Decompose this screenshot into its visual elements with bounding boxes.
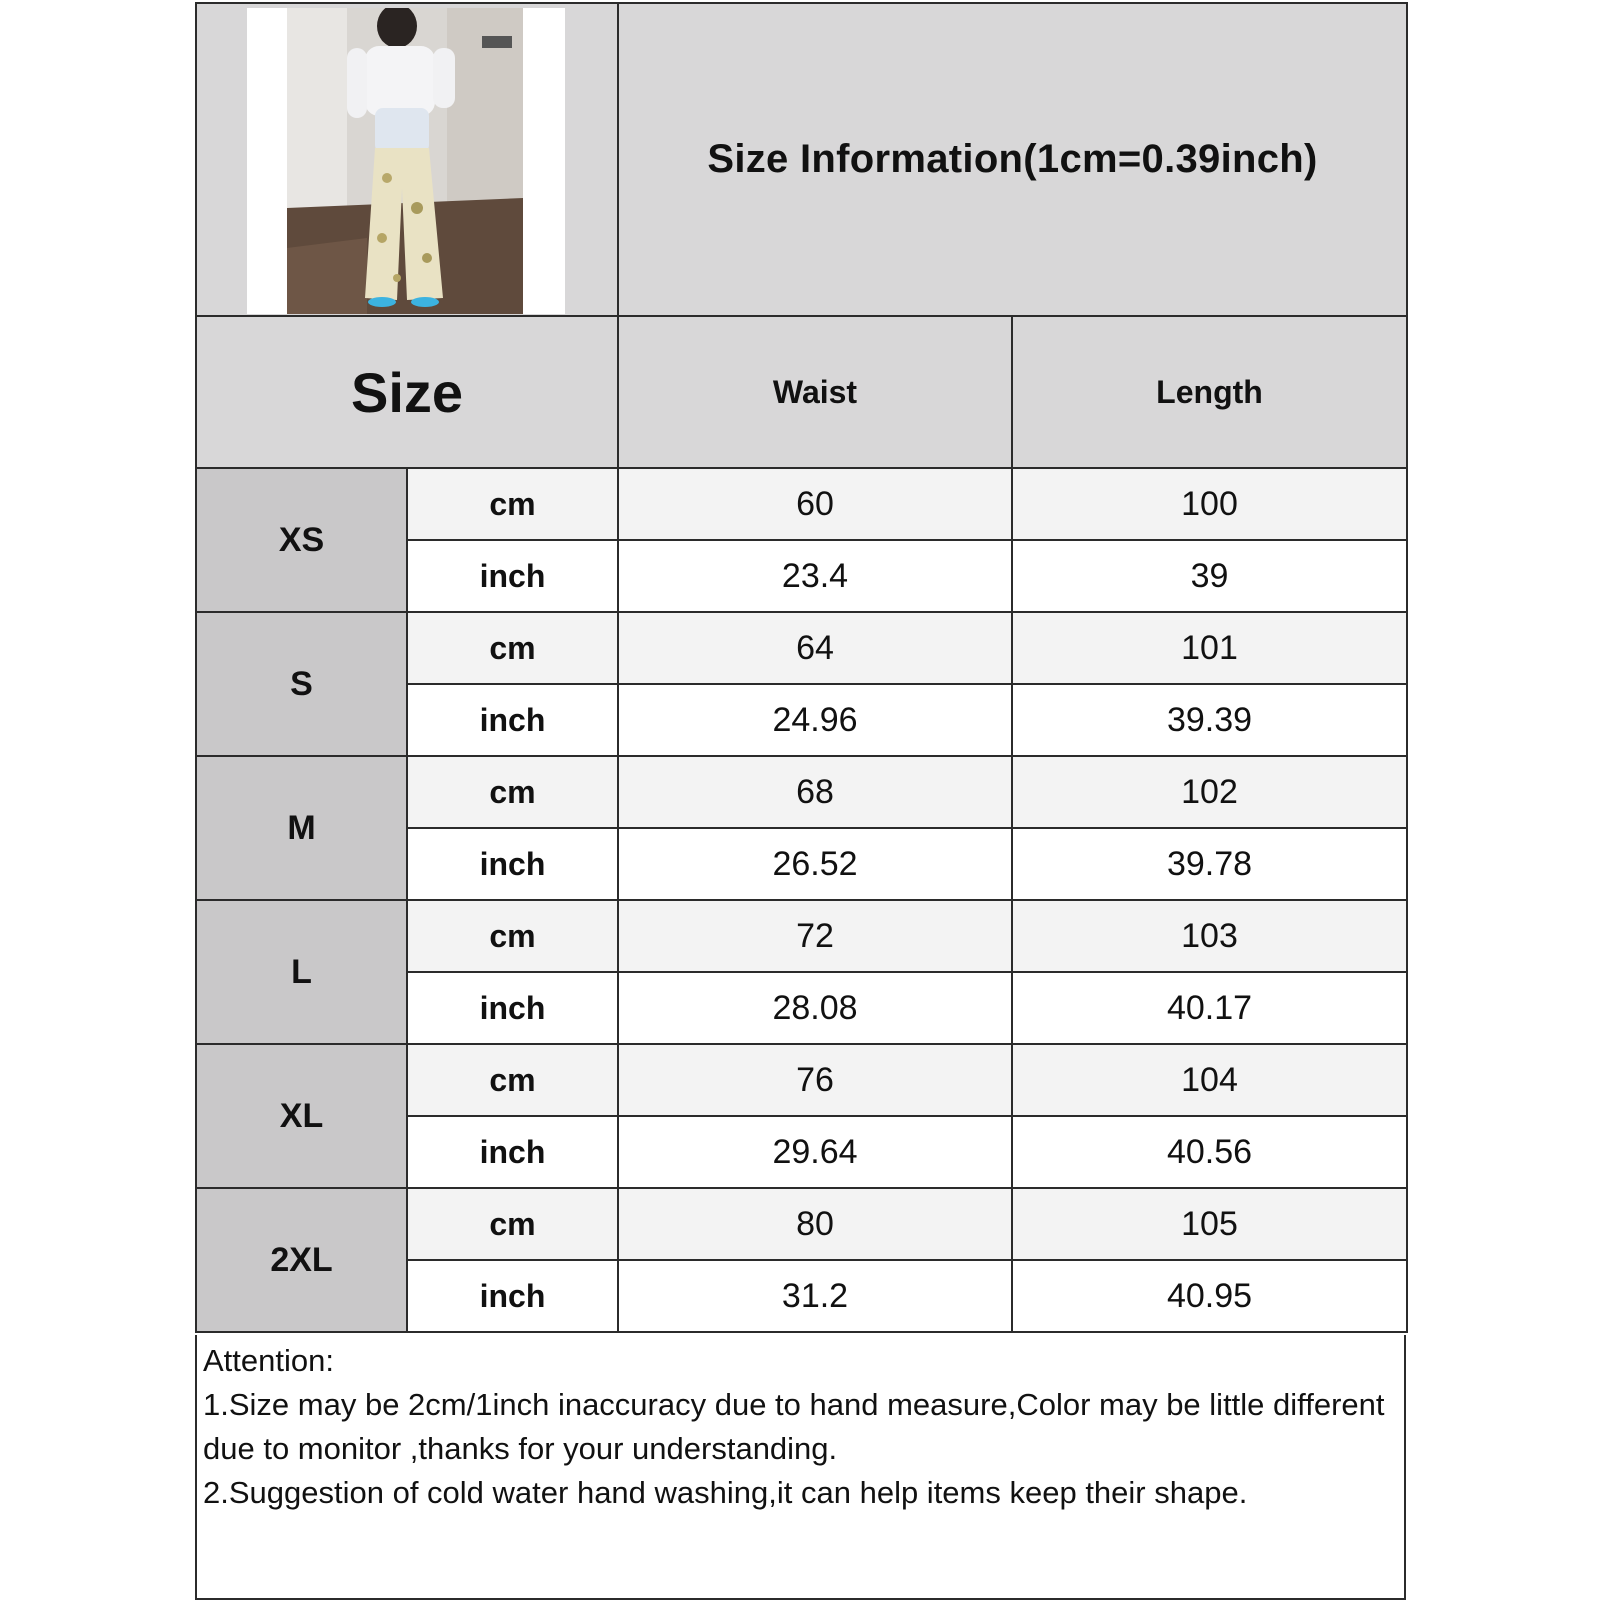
unit-cm: cm xyxy=(407,468,618,540)
waist-cm-cell: 72 xyxy=(618,900,1012,972)
waist-cm-cell: 80 xyxy=(618,1188,1012,1260)
length-inch-cell: 40.95 xyxy=(1012,1260,1407,1332)
attention-note-2: 2.Suggestion of cold water hand washing,it can help items keep their shape. xyxy=(203,1475,1248,1510)
size-label: XL xyxy=(196,1044,407,1188)
size-label: S xyxy=(196,612,407,756)
unit-inch: inch xyxy=(407,540,618,612)
waist-cm-cell: 76 xyxy=(618,1044,1012,1116)
size-table xyxy=(195,2,1408,1333)
length-inch-cell: 40.56 xyxy=(1012,1116,1407,1188)
waist-cm-cell: 68 xyxy=(618,756,1012,828)
model-photo-illustration xyxy=(247,8,565,314)
size-chart xyxy=(195,2,1406,1600)
waist-inch-cell: 31.2 xyxy=(618,1260,1012,1332)
unit-inch: inch xyxy=(407,684,618,756)
length-inch-cell: 39.78 xyxy=(1012,828,1407,900)
size-label: L xyxy=(196,900,407,1044)
length-cm-cell: 105 xyxy=(1012,1188,1407,1260)
length-cm-cell: 100 xyxy=(1012,468,1407,540)
length-cm-cell: 102 xyxy=(1012,756,1407,828)
size-label: M xyxy=(196,756,407,900)
waist-inch-cell: 26.52 xyxy=(618,828,1012,900)
size-info-title: Size Information(1cm=0.39inch) xyxy=(618,3,1407,316)
size-label: XS xyxy=(196,468,407,612)
unit-inch: inch xyxy=(407,1116,618,1188)
attention-note-1: 1.Size may be 2cm/1inch inaccuracy due to hand measure,Color may be little different due to monitor ,thanks for your understanding. xyxy=(203,1387,1385,1466)
photo-cell xyxy=(196,3,618,316)
unit-cm: cm xyxy=(407,612,618,684)
waist-cm-cell: 64 xyxy=(618,612,1012,684)
length-inch-cell: 40.17 xyxy=(1012,972,1407,1044)
unit-inch: inch xyxy=(407,972,618,1044)
length-cm-cell: 103 xyxy=(1012,900,1407,972)
unit-cm: cm xyxy=(407,756,618,828)
unit-inch: inch xyxy=(407,1260,618,1332)
attention-heading: Attention: xyxy=(203,1343,334,1378)
unit-cm: cm xyxy=(407,1044,618,1116)
waist-inch-cell: 24.96 xyxy=(618,684,1012,756)
unit-cm: cm xyxy=(407,1188,618,1260)
length-inch-cell: 39.39 xyxy=(1012,684,1407,756)
length-column-header: Length xyxy=(1012,316,1407,468)
size-label: 2XL xyxy=(196,1188,407,1332)
unit-inch: inch xyxy=(407,828,618,900)
waist-inch-cell: 28.08 xyxy=(618,972,1012,1044)
length-cm-cell: 101 xyxy=(1012,612,1407,684)
attention-notes xyxy=(195,1335,1406,1600)
waist-cm-cell: 60 xyxy=(618,468,1012,540)
waist-inch-cell: 23.4 xyxy=(618,540,1012,612)
length-inch-cell: 39 xyxy=(1012,540,1407,612)
model-photo xyxy=(247,8,565,314)
waist-column-header: Waist xyxy=(618,316,1012,468)
size-column-header: Size xyxy=(196,316,618,468)
waist-inch-cell: 29.64 xyxy=(618,1116,1012,1188)
unit-cm: cm xyxy=(407,900,618,972)
length-cm-cell: 104 xyxy=(1012,1044,1407,1116)
